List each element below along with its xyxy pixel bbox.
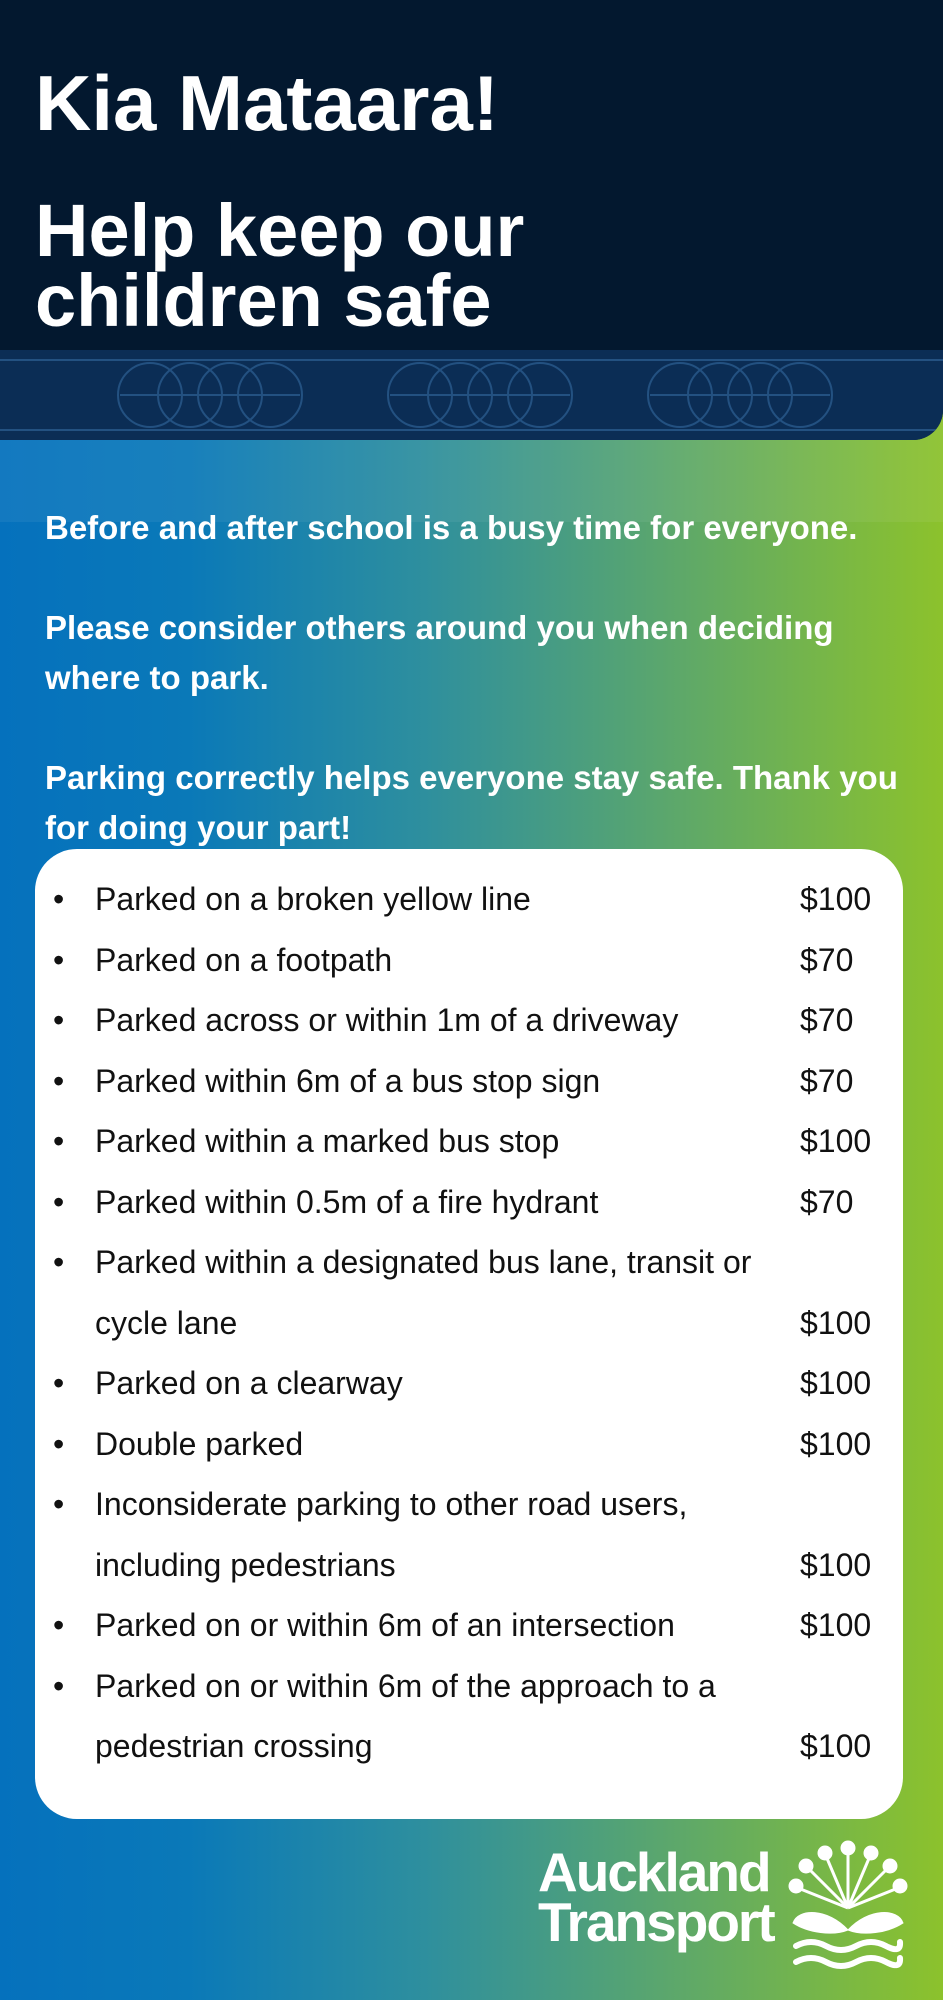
intro-busy-time: Before and after school is a busy time for everyone. [45,509,858,546]
bullet-icon: • [53,1123,65,1159]
fine-amount: $70 [800,1062,854,1099]
koru-pattern-icon [0,350,943,440]
fine-description: Inconsiderate parking to other road users, including pedestrians [95,1486,688,1583]
subtitle-line-2: children safe [35,259,492,342]
fine-description: Parked within a marked bus stop [95,1123,560,1159]
bullet-icon: • [53,1607,65,1643]
fine-description: Parked on or within 6m of an intersection [95,1607,675,1643]
fine-amount: $70 [800,941,854,978]
pohutukawa-flower-icon [788,1838,908,1973]
bullet-icon: • [53,881,65,917]
bullet-icon: • [53,1425,65,1462]
fine-description: Parked across or within 1m of a driveway [95,1002,679,1038]
bullet-icon: • [53,1365,65,1401]
fines-card [35,849,903,1819]
fine-item [35,1595,903,1656]
fine-amount: $100 [800,1304,872,1341]
fine-amount: $100 [800,1425,872,1462]
fine-item [35,1353,903,1414]
logo-text-line-2: Transport [538,1891,774,1953]
fine-amount: $100 [800,1546,872,1583]
bullet-icon: • [53,1062,65,1099]
page-subtitle [35,189,525,342]
fine-item [35,1232,903,1353]
fine-description: Double parked [95,1425,304,1462]
fine-amount: $100 [800,1728,872,1764]
bullet-icon: • [53,1244,65,1280]
fine-item [35,1414,903,1475]
fine-description: Parked within a designated bus lane, transit or cycle lane [95,1244,752,1341]
bullet-icon: • [53,941,65,978]
fine-description: Parked on a clearway [95,1365,403,1401]
page-title: Kia Mataara! [35,59,499,147]
subtitle-line-1: Help keep our [35,189,525,272]
fine-amount: $100 [800,1123,872,1159]
fine-item [35,869,903,930]
bullet-icon: • [53,1667,65,1704]
bullet-icon: • [53,1002,65,1038]
fine-description: Parked on a footpath [95,941,393,978]
fine-item [35,1051,903,1112]
intro-consider-others: Please consider others around you when deciding where to park. [45,609,834,696]
logo-text-line-1: Auckland [538,1841,770,1903]
fine-amount: $70 [800,1002,854,1038]
fine-item [35,1656,903,1777]
fine-description: Parked on a broken yellow line [95,881,531,917]
fine-amount: $100 [800,1607,872,1643]
bullet-icon: • [53,1486,65,1522]
fine-description: Parked within 0.5m of a fire hydrant [95,1183,599,1220]
fine-item [35,1474,903,1595]
header-banner [0,0,943,440]
fine-item [35,930,903,991]
fine-item [35,1172,903,1233]
fine-description: Parked on or within 6m of the approach to a pedestrian crossing [95,1667,716,1764]
koru-pattern-band [0,350,943,440]
bullet-icon: • [53,1183,65,1220]
fine-amount: $70 [800,1183,854,1220]
fine-amount: $100 [800,881,872,917]
fines-list [35,869,903,1777]
fine-description: Parked within 6m of a bus stop sign [95,1062,601,1099]
fine-item [35,990,903,1051]
auckland-transport-logo [538,1838,918,1978]
fine-item [35,1111,903,1172]
fine-amount: $100 [800,1365,872,1401]
intro-thank-you: Parking correctly helps everyone stay safe. Thank you for doing your part! [45,759,898,846]
